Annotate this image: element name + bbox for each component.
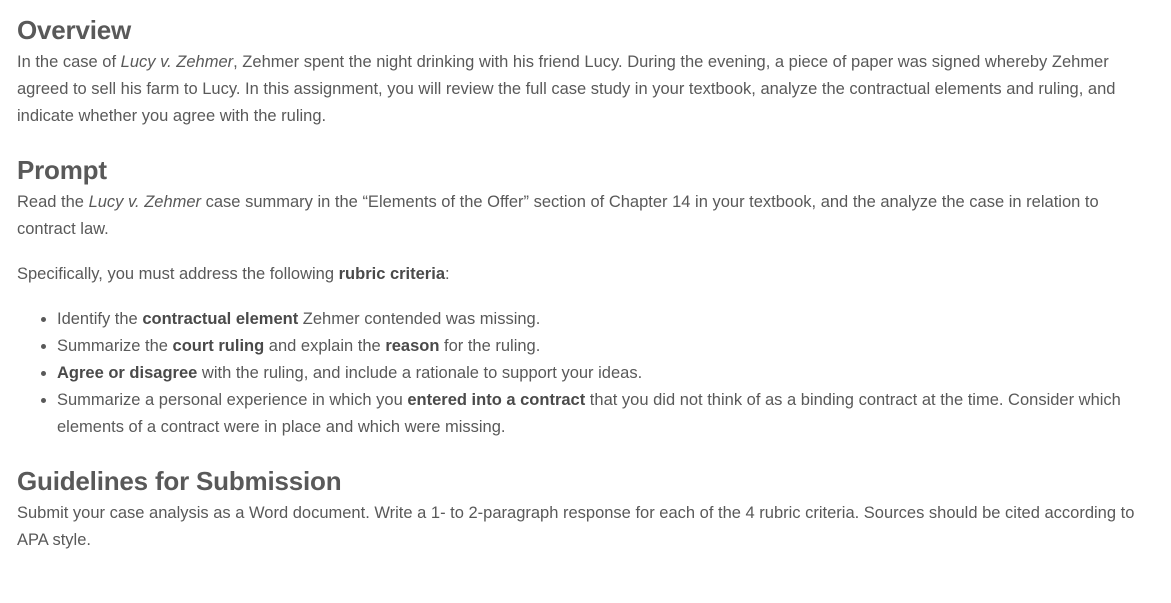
prompt-intro-suffix: case summary in the “Elements of the Offer” section of Chapter 14 in your textbook, and the analyze the case in relation to contract law.	[17, 193, 1099, 238]
criterion-emphasis: entered into a contract	[407, 391, 586, 409]
criterion-emphasis: reason	[385, 337, 440, 355]
rubric-intro-suffix: :	[445, 265, 450, 283]
case-name: Lucy v. Zehmer	[120, 53, 234, 71]
prompt-intro-paragraph	[17, 189, 1150, 243]
guidelines-paragraph: Submit your case analysis as a Word document. Write a 1- to 2-paragraph response for each of the 4 rubric criteria. Sources should be cited according to APA style.	[17, 504, 1135, 549]
rubric-criteria-label: rubric criteria	[338, 265, 445, 283]
criterion-emphasis: contractual element	[142, 310, 299, 328]
criterion-text: Zehmer contended was missing.	[298, 310, 541, 328]
criterion-emphasis: Agree or disagree	[57, 364, 198, 382]
criterion-item	[57, 333, 1150, 360]
criterion-text: Summarize a personal experience in which you	[57, 391, 408, 409]
guidelines-heading: Guidelines for Submission	[17, 466, 342, 496]
prompt-heading: Prompt	[17, 155, 107, 185]
overview-text-suffix: , Zehmer spent the night drinking with his friend Lucy. During the evening, a piece of paper was signed whereby Zehmer agreed to sell his farm to Lucy. In this assignment, you will review the full case study in your textbook, analyze the contractual elements and ruling, and indicate whether you agree with the ruling.	[17, 53, 1116, 125]
rubric-criteria-list	[17, 306, 1150, 441]
rubric-intro-prefix: Specifically, you must address the following	[17, 265, 339, 283]
prompt-intro-prefix: Read the	[17, 193, 89, 211]
overview-text-prefix: In the case of	[17, 53, 121, 71]
criterion-text: Summarize the	[57, 337, 173, 355]
criterion-item	[57, 306, 1150, 333]
criterion-emphasis: court ruling	[172, 337, 265, 355]
overview-paragraph	[17, 49, 1150, 130]
criterion-text: for the ruling.	[439, 337, 541, 355]
criterion-item	[57, 360, 1150, 387]
overview-heading: Overview	[17, 15, 132, 45]
criterion-text: and explain the	[264, 337, 386, 355]
criterion-text: Identify the	[57, 310, 143, 328]
criterion-item	[57, 387, 1150, 441]
criterion-text: with the ruling, and include a rationale to support your ideas.	[197, 364, 643, 382]
criterion-text: that you did not think of as a binding contract at the time. Consider which elements of a contract were in place and which were missing.	[57, 391, 1121, 436]
rubric-intro-paragraph	[17, 261, 1150, 288]
prompt-case-name: Lucy v. Zehmer	[88, 193, 202, 211]
